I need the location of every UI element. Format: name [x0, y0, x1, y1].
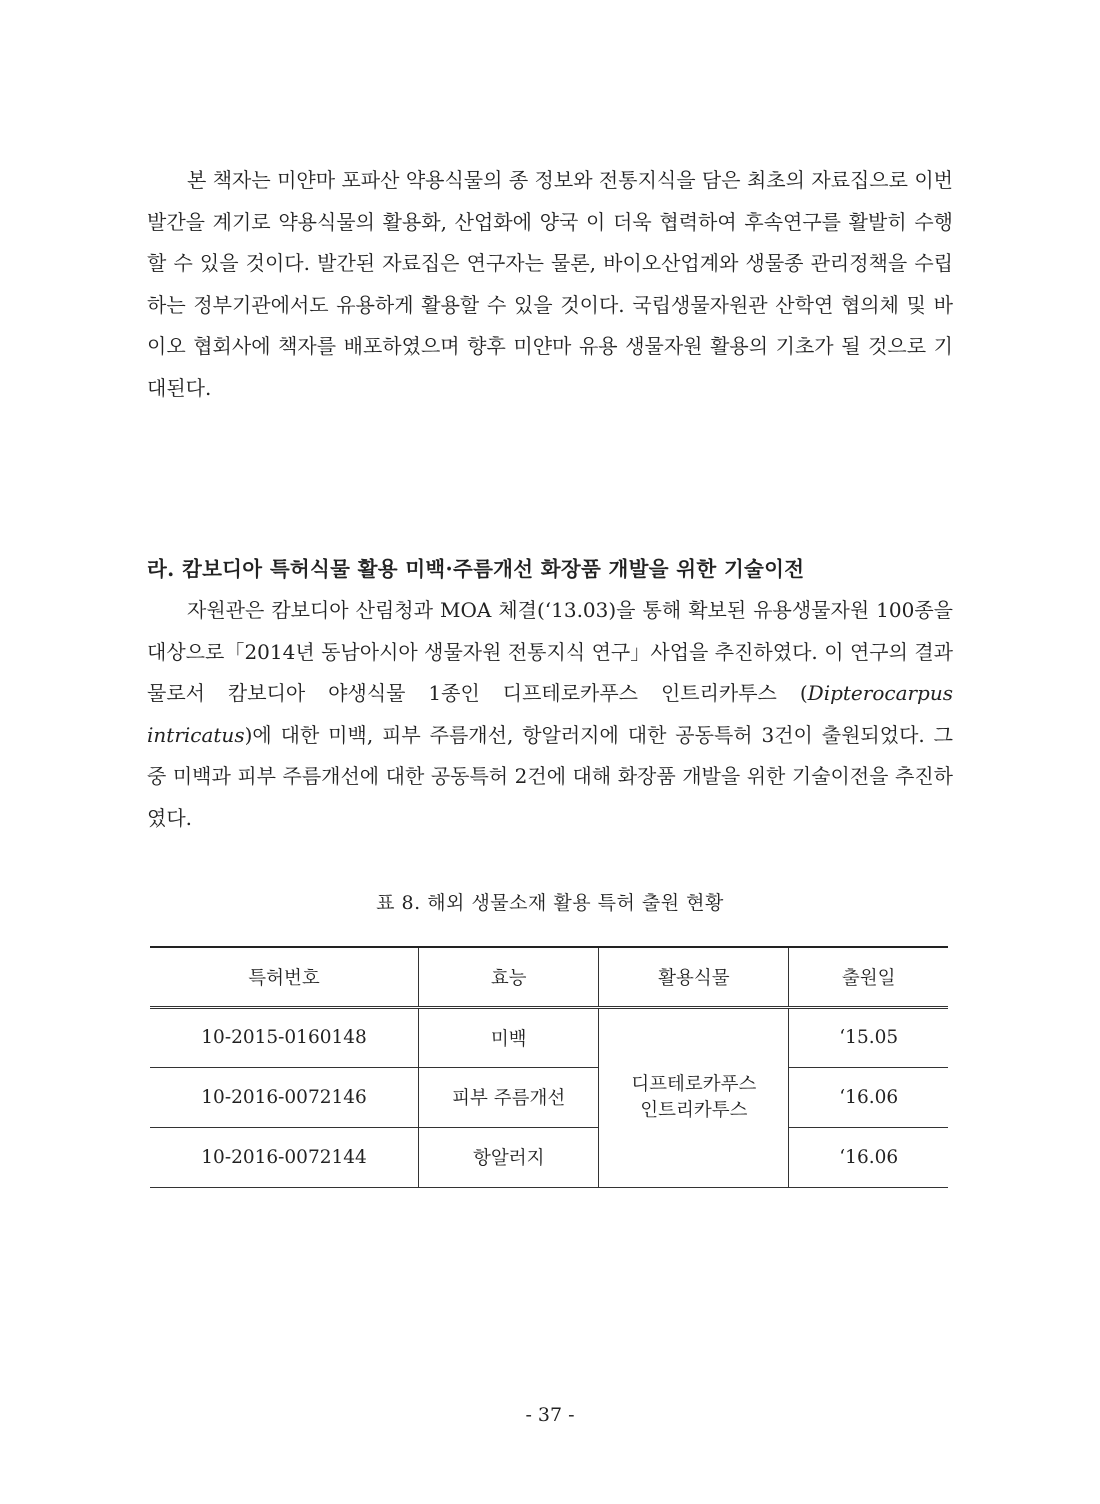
header-filing-date: 출원일	[789, 947, 948, 1007]
section-paragraph	[147, 590, 953, 839]
patent-number-cell: 10-2016-0072146	[150, 1067, 419, 1127]
plant-cell	[599, 1007, 789, 1187]
plant-name-line2: 인트리카투스	[640, 1099, 748, 1121]
page-number: - 37 -	[525, 1404, 575, 1426]
plant-name-line1: 디프테로카푸스	[631, 1073, 757, 1095]
intro-paragraph: 본 책자는 미얀마 포파산 약용식물의 종 정보와 전통지식을 담은 최초의 자료집으로 이번 발간을 계기로 약용식물의 활용화, 산업화에 양국 이 더욱 협력하여 후속연구를 활발히 수행할 수 있을 것이다. 발간된 자료집은 연구자는 물론, 바이오산업계와 생물종 관리정책을 수립하는 정부기관에서도 유용하게 활용할 수 있을 것이다. 국립생물자원관 산학연 협의체 및 바이오 협회사에 책자를 배포하였으며 향후 미얀마 유용 생물자원 활용의 기초가 될 것으로 기대된다.	[147, 168, 953, 400]
header-plant: 활용식물	[599, 947, 789, 1007]
patent-number-cell: 10-2016-0072144	[150, 1127, 419, 1187]
section-heading: 라. 캄보디아 특허식물 활용 미백·주름개선 화장품 개발을 위한 기술이전	[147, 557, 805, 581]
patent-number-cell: 10-2015-0160148	[150, 1007, 419, 1067]
scientific-name: Dipterocarpus intricatus	[147, 681, 953, 747]
paragraph-text-end: )에 대한 미백, 피부 주름개선, 항알러지에 대한 공동특허 3건이 출원되었다. 그 중 미백과 피부 주름개선에 대한 공동특허 2건에 대해 화장품 개발을 위한 기술이전을 추진하였다.	[147, 722, 953, 830]
filing-date-cell: ‘16.06	[789, 1127, 948, 1187]
effect-cell: 피부 주름개선	[419, 1067, 599, 1127]
paragraph-text-start: 자원관은 캄보디아 산림청과 MOA 체결(‘13.03)을 통해 확보된 유용생물자원 100종을 대상으로「2014년 동남아시아 생물자원 전통지식 연구」사업을 추진하였다. 이 연구의 결과물로서 캄보디아 야생식물 1종인 디프테로카푸스 인트리카투스 (	[147, 598, 953, 705]
table-header-row	[150, 947, 948, 1007]
filing-date-cell: ‘15.05	[789, 1007, 948, 1067]
effect-cell: 미백	[419, 1007, 599, 1067]
effect-cell: 항알러지	[419, 1127, 599, 1187]
patent-table	[150, 946, 948, 1188]
table-caption: 표 8. 해외 생물소재 활용 특허 출원 현황	[376, 892, 724, 914]
header-patent-number: 특허번호	[150, 947, 419, 1007]
table-row	[150, 1127, 948, 1187]
table-row	[150, 1067, 948, 1127]
filing-date-cell: ‘16.06	[789, 1067, 948, 1127]
header-effect: 효능	[419, 947, 599, 1007]
table-row	[150, 1007, 948, 1067]
